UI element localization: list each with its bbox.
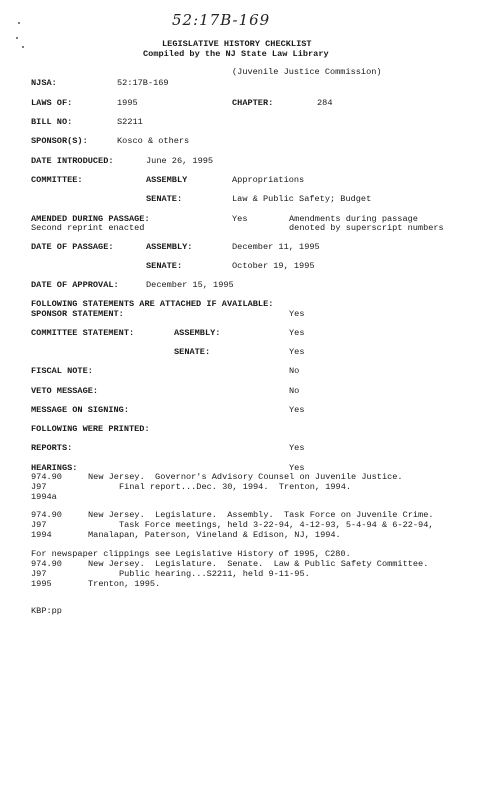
veto-message-label: VETO MESSAGE: [31, 386, 99, 396]
committee-senate-label: SENATE: [146, 194, 183, 204]
reference-text: Public hearing...S2211, held 9-11-95. [88, 569, 310, 579]
chapter-label: CHAPTER: [232, 98, 274, 108]
reference-text: Task Force meetings, held 3-22-94, 4-12-93, 5-4-94 & 6-22-94, [88, 520, 434, 530]
passage-label: DATE OF PASSAGE: [31, 242, 114, 252]
committee-senate-value: Law & Public Safety; Budget [232, 194, 372, 204]
fiscal-note-label: FISCAL NOTE: [31, 366, 93, 376]
call-number: J97 [31, 482, 47, 492]
reference-text: Final report...Dec. 30, 1994. Trenton, 1994. [88, 482, 352, 492]
document-subtitle: Compiled by the NJ State Law Library [143, 49, 329, 59]
laws-of-value: 1995 [117, 98, 138, 108]
call-number: J97 [31, 520, 47, 530]
statement-senate-label: SENATE: [174, 347, 211, 357]
veto-message-value: No [289, 386, 300, 396]
hearings-label: HEARINGS: [31, 463, 78, 473]
statement-assembly-value: Yes [289, 328, 305, 338]
sponsors-value: Kosco & others [117, 136, 190, 146]
call-number: 974.90 [31, 510, 62, 520]
signing-message-label: MESSAGE ON SIGNING: [31, 405, 129, 415]
passage-assembly-value: December 11, 1995 [232, 242, 320, 252]
amended-value: Yes [232, 214, 248, 224]
reference-text: Manalapan, Paterson, Vineland & Edison, NJ, 1994. [88, 530, 341, 540]
sponsor-statement-value: Yes [289, 309, 305, 319]
reports-value: Yes [289, 443, 305, 453]
reference-text: Trenton, 1995. [88, 579, 161, 589]
committee-assembly-value: Appropriations [232, 175, 305, 185]
sponsors-label: SPONSOR(S): [31, 136, 88, 146]
date-introduced-label: DATE INTRODUCED: [31, 156, 114, 166]
statements-heading: FOLLOWING STATEMENTS ARE ATTACHED IF AVAILABLE: [31, 299, 274, 309]
document-title: LEGISLATIVE HISTORY CHECKLIST [162, 39, 312, 49]
amended-label: AMENDED DURING PASSAGE: [31, 214, 150, 224]
call-number: J97 [31, 569, 47, 579]
bill-no-label: BILL NO: [31, 117, 73, 127]
amended-note-line2: denoted by superscript numbers [289, 223, 444, 233]
handwritten-statute-number: 52:17B-169 [172, 11, 271, 29]
committee-label: COMMITTEE: [31, 175, 83, 185]
reports-label: REPORTS: [31, 443, 73, 453]
amended-note-line1: Amendments during passage [289, 214, 418, 224]
approval-label: DATE OF APPROVAL: [31, 280, 119, 290]
committee-statement-label: COMMITTEE STATEMENT: [31, 328, 135, 338]
call-number: 974.90 [31, 559, 62, 569]
chapter-value: 284 [317, 98, 333, 108]
hearings-value: Yes [289, 463, 305, 473]
approval-value: December 15, 1995 [146, 280, 234, 290]
reference-text: New Jersey. Governor's Advisory Counsel on Juvenile Justice. [88, 472, 403, 482]
statement-senate-value: Yes [289, 347, 305, 357]
sponsor-statement-label: SPONSOR STATEMENT: [31, 309, 124, 319]
njsa-label: NJSA: [31, 78, 57, 88]
call-number: 1995 [31, 579, 52, 589]
bill-no-value: S2211 [117, 117, 143, 127]
passage-senate-label: SENATE: [146, 261, 183, 271]
call-number: 1994 [31, 530, 52, 540]
njsa-value: 52:17B-169 [117, 78, 169, 88]
agency-name: (Juvenile Justice Commission) [232, 67, 382, 77]
passage-assembly-label: ASSEMBLY: [146, 242, 193, 252]
scan-speck [18, 22, 20, 24]
call-number: 974.90 [31, 472, 62, 482]
amended-sub: Second reprint enacted [31, 223, 145, 233]
printed-heading: FOLLOWING WERE PRINTED: [31, 424, 150, 434]
preparer-initials: KBP:pp [31, 606, 62, 616]
reference-text: New Jersey. Legislature. Assembly. Task Force on Juvenile Crime. [88, 510, 434, 520]
signing-message-value: Yes [289, 405, 305, 415]
date-introduced-value: June 26, 1995 [146, 156, 214, 166]
call-number: 1994a [31, 492, 57, 502]
fiscal-note-value: No [289, 366, 300, 376]
clippings-note: For newspaper clippings see Legislative History of 1995, C280. [31, 549, 351, 559]
statement-assembly-label: ASSEMBLY: [174, 328, 221, 338]
passage-senate-value: October 19, 1995 [232, 261, 315, 271]
committee-assembly-label: ASSEMBLY [146, 175, 188, 185]
laws-of-label: LAWS OF: [31, 98, 73, 108]
scan-speck [16, 37, 18, 39]
scan-speck [22, 46, 24, 48]
reference-text: New Jersey. Legislature. Senate. Law & Public Safety Committee. [88, 559, 429, 569]
